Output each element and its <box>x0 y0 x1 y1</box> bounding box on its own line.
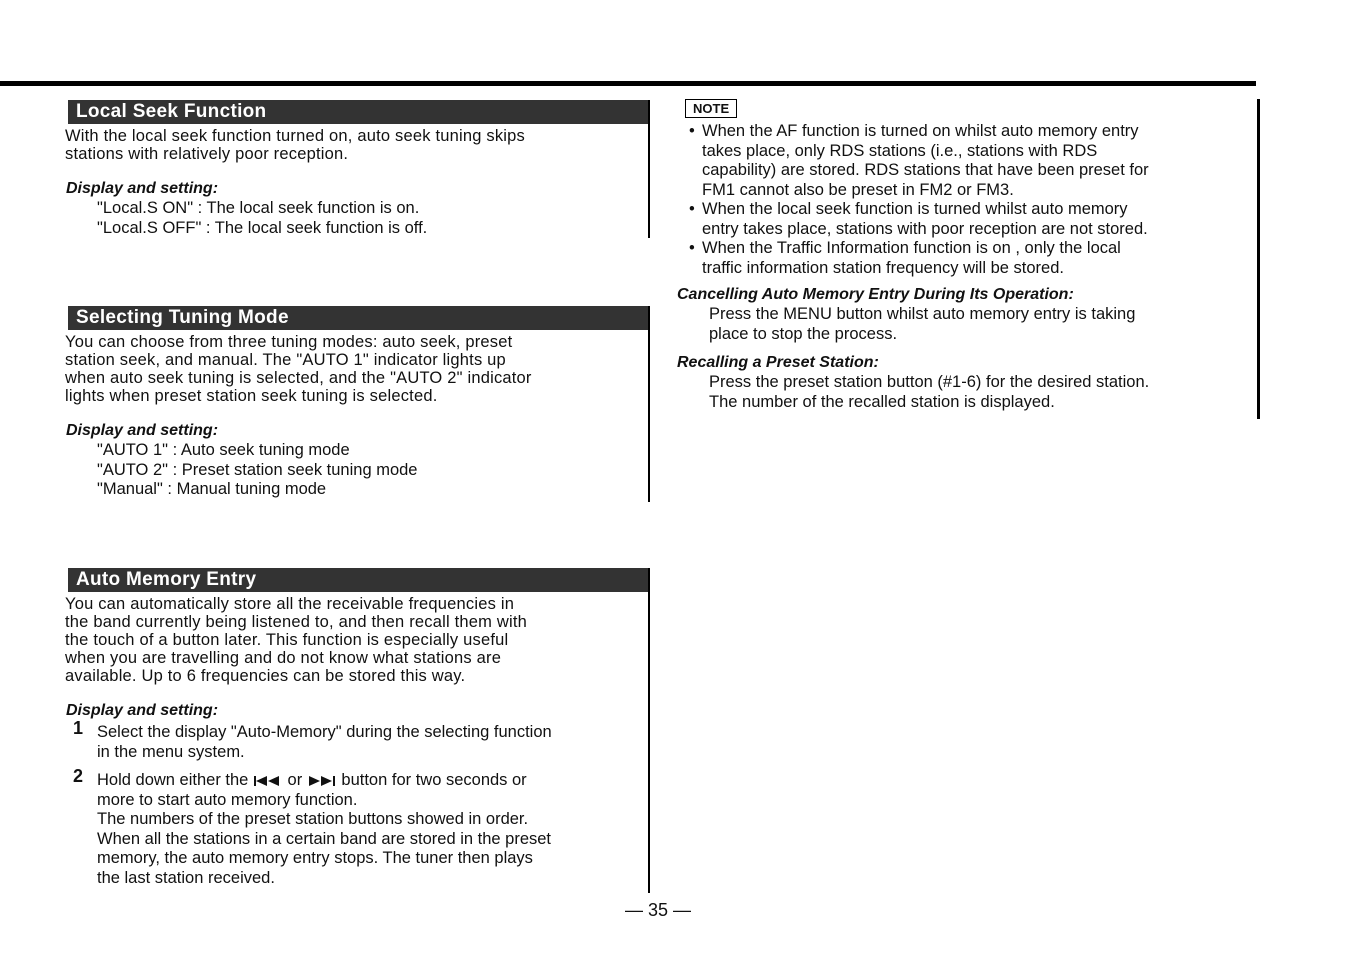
intro-line: the band currently being listened to, and then recall them with <box>65 613 528 631</box>
step-text: or <box>287 771 303 789</box>
step-1 <box>65 718 630 762</box>
page-number: — 35 — <box>624 900 692 920</box>
bullet-line: FM1 cannot also be preset in FM2 or FM3. <box>702 180 1014 199</box>
step-line <box>97 771 630 791</box>
section-rule <box>648 568 650 893</box>
intro-line: stations with relatively poor reception. <box>65 145 349 163</box>
intro-line: the touch of a button later. This function is especially useful <box>65 631 509 649</box>
setting-line: "Local.S OFF" : The local seek function is off. <box>97 218 428 237</box>
right-column-rule <box>1257 99 1260 419</box>
section-title: Selecting Tuning Mode <box>68 306 650 330</box>
section-title: Auto Memory Entry <box>68 568 650 592</box>
bullet-line: traffic information station frequency will be stored. <box>702 258 1064 277</box>
previous-track-icon <box>253 775 283 787</box>
bullet-line: entry takes place, stations with poor reception are not stored. <box>702 219 1148 238</box>
step-line: memory, the auto memory entry stops. The tuner then plays <box>97 849 533 867</box>
bullet-line: When the AF function is turned on whilst auto memory entry <box>702 122 1139 140</box>
section-intro <box>65 333 630 405</box>
step-line: more to start auto memory function. <box>97 790 358 809</box>
step-2 <box>65 766 630 888</box>
section-rule <box>648 100 650 238</box>
intro-line: available. Up to 6 frequencies can be stored this way. <box>65 667 466 685</box>
step-number: 1 <box>73 718 84 738</box>
step-text: Hold down either the <box>97 771 249 789</box>
display-setting-heading: Display and setting: <box>66 422 219 439</box>
note-bullet <box>677 200 1232 239</box>
bullet-icon: • <box>689 200 695 218</box>
cancel-heading: Cancelling Auto Memory Entry During Its Operation: <box>677 286 1074 303</box>
bullet-icon: • <box>689 122 695 140</box>
intro-line: when auto seek tuning is selected, and the "AUTO 2" indicator <box>65 369 532 387</box>
section-intro <box>65 127 630 163</box>
right-column <box>677 99 1232 412</box>
step-number: 2 <box>73 766 84 786</box>
intro-line: With the local seek function turned on, auto seek tuning skips <box>65 127 525 145</box>
section-rule <box>648 306 650 502</box>
step-line: The numbers of the preset station buttons showed in order. <box>97 810 529 828</box>
cancel-line: place to stop the process. <box>709 324 898 343</box>
bullet-icon: • <box>689 239 695 257</box>
setting-line: "Local.S ON" : The local seek function is on. <box>97 199 420 217</box>
intro-line: You can automatically store all the receivable frequencies in <box>65 595 515 613</box>
step-line: When all the stations in a certain band are stored in the preset <box>97 829 552 848</box>
display-setting-heading: Display and setting: <box>66 702 219 719</box>
top-rule <box>0 81 1256 86</box>
note-bullet <box>677 122 1232 200</box>
setting-line: "AUTO 1" : Auto seek tuning mode <box>97 441 350 459</box>
section-local-seek <box>65 100 650 238</box>
intro-line: station seek, and manual. The "AUTO 1" indicator lights up <box>65 351 506 369</box>
bullet-line: takes place, only RDS stations (i.e., stations with RDS <box>702 141 1098 160</box>
section-tuning-mode <box>65 306 650 502</box>
step-line: in the menu system. <box>97 742 245 761</box>
intro-line: lights when preset station seek tuning is selected. <box>65 387 438 405</box>
note-bullet <box>677 239 1232 278</box>
next-track-icon <box>307 775 337 787</box>
section-title: Local Seek Function <box>68 100 650 124</box>
bullet-line: When the local seek function is turned whilst auto memory <box>702 200 1128 218</box>
step-line: the last station received. <box>97 868 275 887</box>
cancel-line: Press the MENU button whilst auto memory entry is taking <box>709 305 1136 323</box>
section-auto-memory <box>65 568 650 893</box>
recall-line: The number of the recalled station is displayed. <box>709 392 1055 411</box>
bullet-line: When the Traffic Information function is on , only the local <box>702 239 1121 257</box>
step-text: button for two seconds or <box>341 771 527 789</box>
recall-line: Press the preset station button (#1-6) for the desired station. <box>709 373 1150 391</box>
note-badge: NOTE <box>685 99 737 118</box>
left-column <box>65 100 650 893</box>
display-setting-heading: Display and setting: <box>66 180 219 197</box>
setting-line: "AUTO 2" : Preset station seek tuning mode <box>97 460 418 479</box>
setting-line: "Manual" : Manual tuning mode <box>97 480 327 498</box>
step-line: Select the display "Auto-Memory" during the selecting function <box>97 723 552 741</box>
intro-line: when you are travelling and do not know what stations are <box>65 649 502 667</box>
bullet-line: capability) are stored. RDS stations that have been preset for <box>702 161 1149 179</box>
intro-line: You can choose from three tuning modes: auto seek, preset <box>65 333 513 351</box>
recall-heading: Recalling a Preset Station: <box>677 354 879 371</box>
section-intro <box>65 595 630 685</box>
